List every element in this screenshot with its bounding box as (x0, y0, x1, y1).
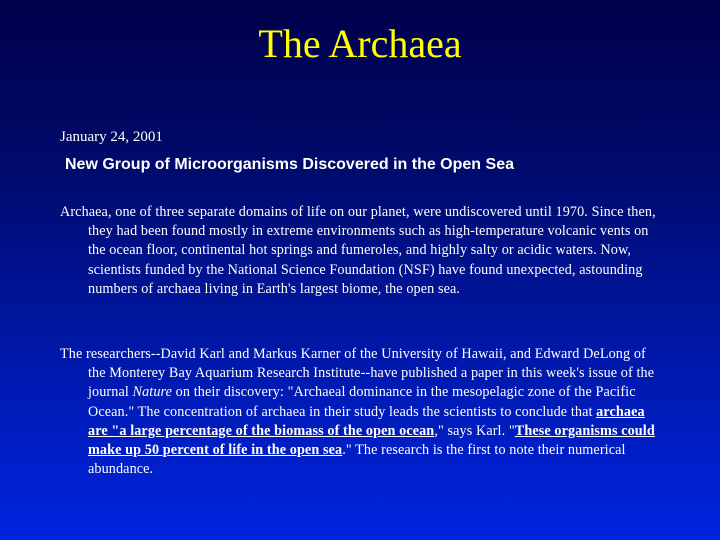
paragraph-researchers-text-2: on their discovery: "Archaeal dominance in the mesopelagic zone of the Pacific Ocean." The concentration of archaea in their study leads the scientists to conclude that (88, 384, 636, 420)
paragraph-archaea-intro: Archaea, one of three separate domains of life on our planet, were undiscovered until 1970. Since then, they had been found mostly in extreme environments such as high-temperature volcanic vents on the ocean floor, continental hot springs and fumeroles, and highly salty or acidic waters. Now, scientists funded by the National Science Foundation (NSF) have found unexpected, astounding numbers of archaea living in Earth's largest biome, the open sea. (60, 204, 656, 297)
journal-name: Nature (132, 384, 173, 401)
paragraph-researchers-text-4: ." The research is the first to note their numerical abundance. (88, 442, 626, 478)
slide-title: The Archaea (258, 21, 462, 66)
paragraph-researchers (60, 345, 664, 479)
paragraph-researchers-text-3: ," says Karl. " (434, 422, 515, 439)
emphasis-biomass-quote: archaea are "a large percentage of the biomass of the open ocean (88, 403, 645, 439)
article-headline: New Group of Microorganisms Discovered in the Open Sea (65, 156, 514, 173)
paragraph-researchers-text-1: The researchers--David Karl and Markus Karner of the University of Hawaii, and Edward DeLong of the Monterey Bay Aquarium Research Institute--have published a paper in this week's issue of the journal (60, 346, 655, 401)
emphasis-fifty-percent-quote: These organisms could make up 50 percent of life in the open sea (88, 422, 655, 459)
article-date: January 24, 2001 (60, 129, 163, 145)
